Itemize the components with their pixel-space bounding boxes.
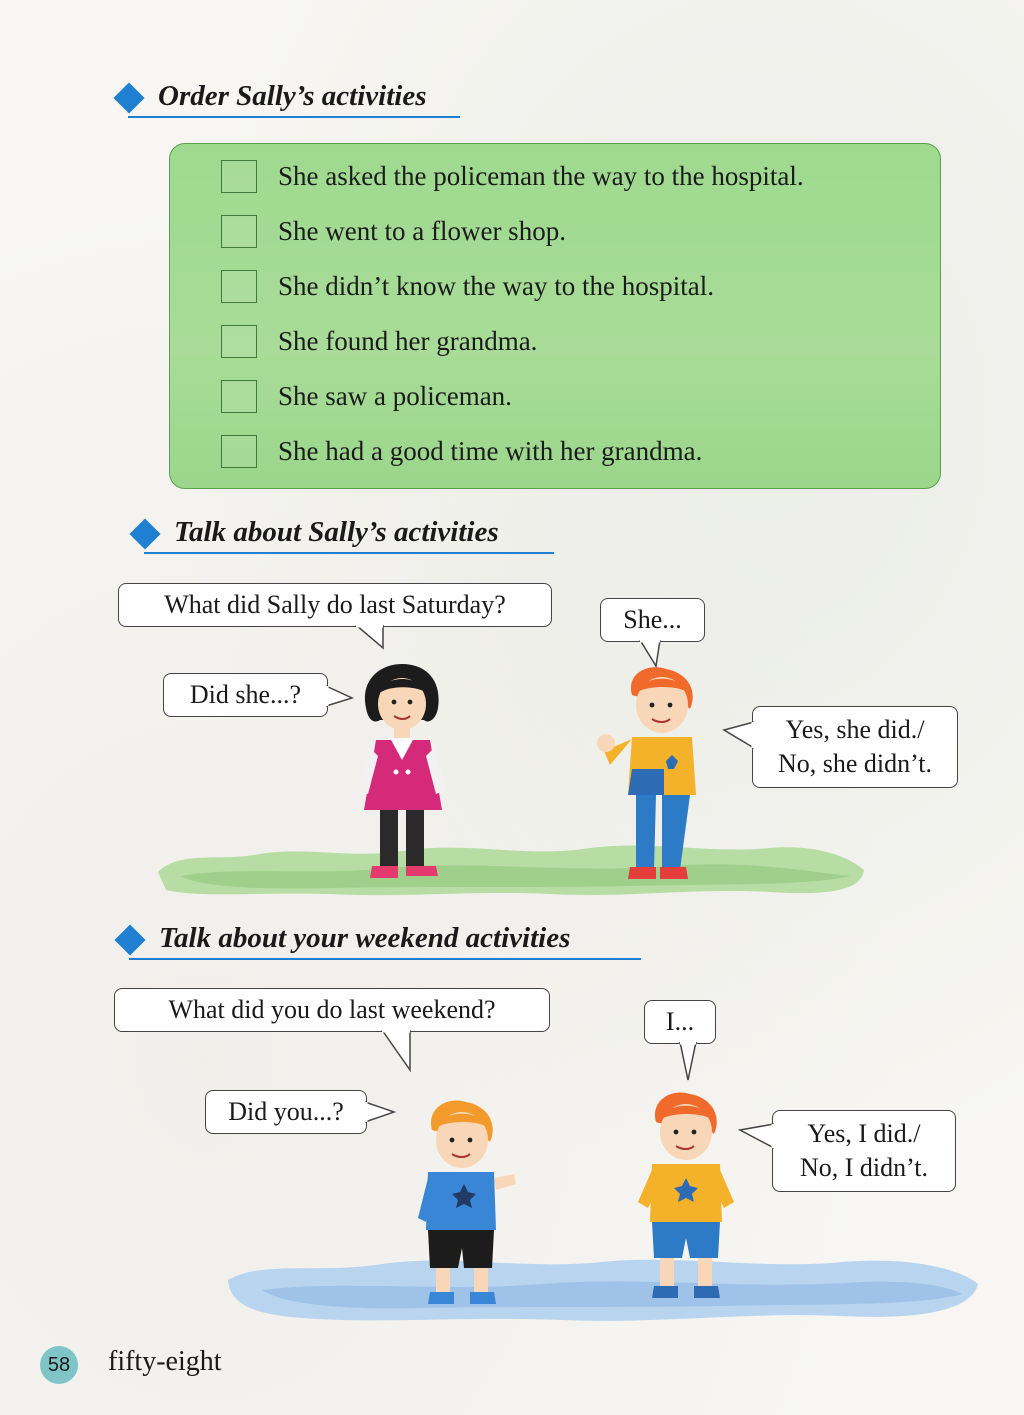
page-number-words: fifty-eight <box>108 1346 222 1377</box>
bubble-text: Did you...? <box>228 1097 344 1126</box>
page-number-badge <box>40 1346 78 1384</box>
section-title-text: Talk about your weekend activities <box>159 922 571 954</box>
section-title-text: Order Sally’s activities <box>158 80 427 112</box>
order-item-label: She had a good time with her grandma. <box>278 436 703 466</box>
bubble-text: I... <box>665 1007 695 1036</box>
bubble-text: She... <box>623 605 682 634</box>
bubble-text: What did Sally do last Saturday? <box>164 590 506 619</box>
order-item-label: She didn’t know the way to the hospital. <box>278 271 714 301</box>
section-title-text: Talk about Sally’s activities <box>174 516 499 548</box>
order-item-label: She found her grandma. <box>278 326 538 356</box>
order-item-label: She saw a policeman. <box>278 381 512 411</box>
bubble-text: No, I didn’t. <box>799 1153 929 1182</box>
page-number: 58 <box>47 1353 71 1376</box>
bubble-text: What did you do last weekend? <box>168 995 496 1024</box>
bubble-text: Did she...? <box>189 680 302 709</box>
bubble-text: Yes, I did./ <box>807 1119 921 1149</box>
order-item-label: She asked the policeman the way to the hospital. <box>278 161 804 191</box>
order-item-label: She went to a flower shop. <box>278 216 566 246</box>
bubble-text: Yes, she did./ <box>785 715 925 745</box>
bubble-text: No, she didn’t. <box>777 749 933 778</box>
